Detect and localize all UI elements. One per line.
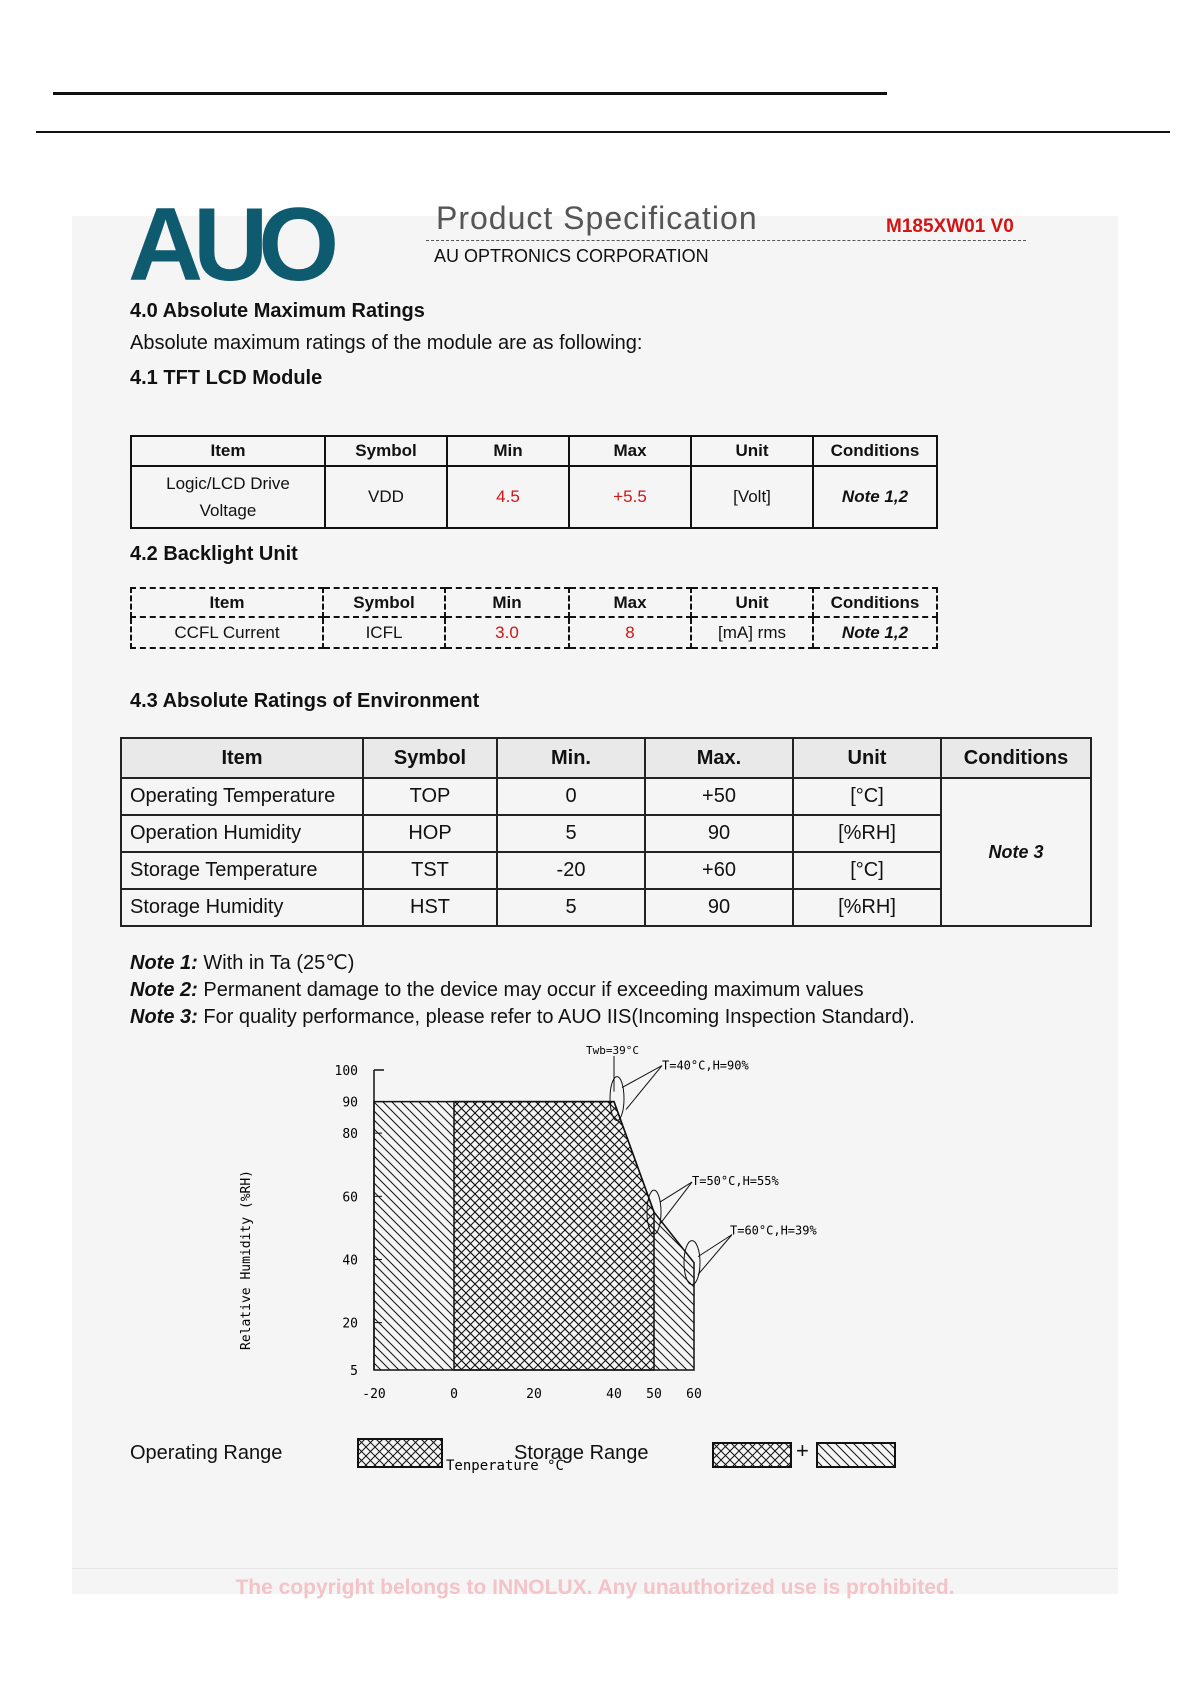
legend-cross-swatch: [712, 1442, 792, 1468]
item-cell: CCFL Current: [131, 617, 323, 648]
top-rule-short: [53, 92, 887, 95]
x-tick-label: 40: [606, 1387, 622, 1402]
max-cell: 8: [569, 617, 691, 648]
conditions-cell: Note 1,2: [813, 617, 937, 648]
note-label: Note 1:: [130, 952, 198, 974]
min-cell: 5: [497, 815, 645, 852]
notes-block: [130, 950, 915, 1031]
conditions-cell: Note 3: [941, 778, 1091, 926]
min-cell: -20: [497, 852, 645, 889]
section-heading-4-1: 4.1 TFT LCD Module: [130, 367, 323, 389]
max-cell: 90: [645, 889, 793, 926]
column-header: Symbol: [363, 738, 497, 778]
x-tick-label: 60: [686, 1387, 702, 1402]
table-header-row: [121, 738, 1091, 778]
column-header: Symbol: [325, 436, 447, 466]
note-line: [130, 950, 915, 977]
symbol-cell: HST: [363, 889, 497, 926]
model-number: M185XW01 V0: [886, 216, 1014, 237]
x-tick-label: 0: [450, 1387, 458, 1402]
y-tick-label: 60: [342, 1190, 358, 1206]
column-header: Max: [569, 588, 691, 617]
column-header: Symbol: [323, 588, 445, 617]
symbol-cell: HOP: [363, 815, 497, 852]
auo-logo: [128, 187, 348, 303]
max-cell: +5.5: [569, 466, 691, 528]
item-cell: Storage Temperature: [121, 852, 363, 889]
twb-annotation: Twb=39°C: [586, 1044, 639, 1057]
annotation-60c: T=60°C,H=39%: [730, 1223, 817, 1238]
operating-range-area: [454, 1102, 654, 1370]
temperature-humidity-chart: [232, 1044, 817, 1490]
x-axis-label: Tenperature °C: [445, 1458, 565, 1474]
note-text: Permanent damage to the device may occur if exceeding maximum values: [197, 979, 864, 1001]
unit-cell: [Volt]: [691, 466, 813, 528]
legend-plus: +: [796, 1438, 809, 1463]
table-row: [131, 466, 937, 528]
max-cell: +50: [645, 778, 793, 815]
symbol-cell: TOP: [363, 778, 497, 815]
note-label: Note 2:: [130, 979, 198, 1001]
legend-diagonal-swatch: [816, 1442, 896, 1468]
footer-divider: [72, 1568, 1118, 1569]
y-tick-label: 100: [334, 1064, 358, 1079]
column-header: Item: [131, 588, 323, 617]
unit-cell: [%RH]: [793, 889, 941, 926]
annotation-50c: T=50°C,H=55%: [692, 1174, 779, 1189]
section-heading-4-3: 4.3 Absolute Ratings of Environment: [130, 690, 480, 712]
y-tick-label: 20: [342, 1316, 358, 1332]
item-cell: Operating Temperature: [121, 778, 363, 815]
annotation-leader: [698, 1235, 732, 1275]
unit-cell: [°C]: [793, 778, 941, 815]
table-header-row: [131, 436, 937, 466]
column-header: Conditions: [813, 436, 937, 466]
backlight-table: [130, 587, 938, 649]
note-line: [130, 1004, 915, 1031]
company-name: AU OPTRONICS CORPORATION: [434, 246, 709, 266]
column-header: Item: [121, 738, 363, 778]
note-label: Note 3:: [130, 1006, 198, 1028]
note-text: For quality performance, please refer to AUO IIS(Incoming Inspection Standard).: [197, 1006, 915, 1028]
max-cell: 90: [645, 815, 793, 852]
column-header: Max: [569, 436, 691, 466]
annotation-40c: T=40°C,H=90%: [662, 1058, 749, 1073]
conditions-cell: Note 1,2: [813, 466, 937, 528]
copyright-watermark: The copyright belongs to INNOLUX. Any unauthorized use is prohibited.: [235, 1576, 955, 1599]
tft-lcd-table: [130, 435, 938, 529]
annotation-leader: [622, 1066, 662, 1110]
column-header: Unit: [793, 738, 941, 778]
min-cell: 5: [497, 889, 645, 926]
y-tick-label: 5: [350, 1364, 358, 1379]
section-intro: Absolute maximum ratings of the module are as following:: [130, 332, 643, 354]
unit-cell: [%RH]: [793, 815, 941, 852]
column-header: Unit: [691, 588, 813, 617]
svg-text:AUO: AUO: [128, 187, 330, 303]
column-header: Item: [131, 436, 325, 466]
legend-operating-label: Operating Range: [130, 1442, 283, 1464]
column-header: Conditions: [813, 588, 937, 617]
min-cell: 3.0: [445, 617, 569, 648]
column-header: Min: [445, 588, 569, 617]
legend-operating-swatch: [357, 1438, 443, 1468]
document-title: Product Specification: [436, 200, 758, 236]
y-tick-label: 80: [342, 1127, 358, 1143]
y-tick-label: 40: [342, 1253, 358, 1269]
y-tick-label: 90: [342, 1095, 358, 1111]
table-header-row: [131, 588, 937, 617]
max-cell: +60: [645, 852, 793, 889]
spec-page: [72, 187, 1118, 1599]
symbol-cell: ICFL: [323, 617, 445, 648]
section-heading-4-2: 4.2 Backlight Unit: [130, 543, 298, 565]
table-row: [131, 617, 937, 648]
item-cell: Storage Humidity: [121, 889, 363, 926]
item-line: Logic/LCD Drive: [166, 474, 290, 493]
note-line: [130, 977, 915, 1004]
annotation-leader: [660, 1182, 692, 1224]
column-header: Unit: [691, 436, 813, 466]
x-tick-label: -20: [362, 1387, 386, 1402]
note-text: With in Ta (25℃): [197, 952, 355, 974]
top-rule-long: [36, 131, 1170, 133]
unit-cell: [°C]: [793, 852, 941, 889]
column-header: Min: [447, 436, 569, 466]
column-header: Conditions: [941, 738, 1091, 778]
unit-cell: [mA] rms: [691, 617, 813, 648]
column-header: Min.: [497, 738, 645, 778]
environment-table: [120, 737, 1092, 927]
y-axis-label: Relative Humidity (%RH): [239, 1169, 254, 1351]
symbol-cell: TST: [363, 852, 497, 889]
x-tick-label: 20: [526, 1387, 542, 1402]
header-divider: [426, 240, 1026, 241]
x-tick-label: 50: [646, 1387, 662, 1402]
symbol-cell: VDD: [325, 466, 447, 528]
min-cell: 0: [497, 778, 645, 815]
item-cell: [131, 466, 325, 528]
item-cell: Operation Humidity: [121, 815, 363, 852]
legend-storage-label: Storage Range: [514, 1442, 649, 1464]
table-row: [121, 778, 1091, 815]
min-cell: 4.5: [447, 466, 569, 528]
item-line: Voltage: [199, 501, 257, 520]
section-heading-4-0: 4.0 Absolute Maximum Ratings: [130, 300, 425, 322]
column-header: Max.: [645, 738, 793, 778]
